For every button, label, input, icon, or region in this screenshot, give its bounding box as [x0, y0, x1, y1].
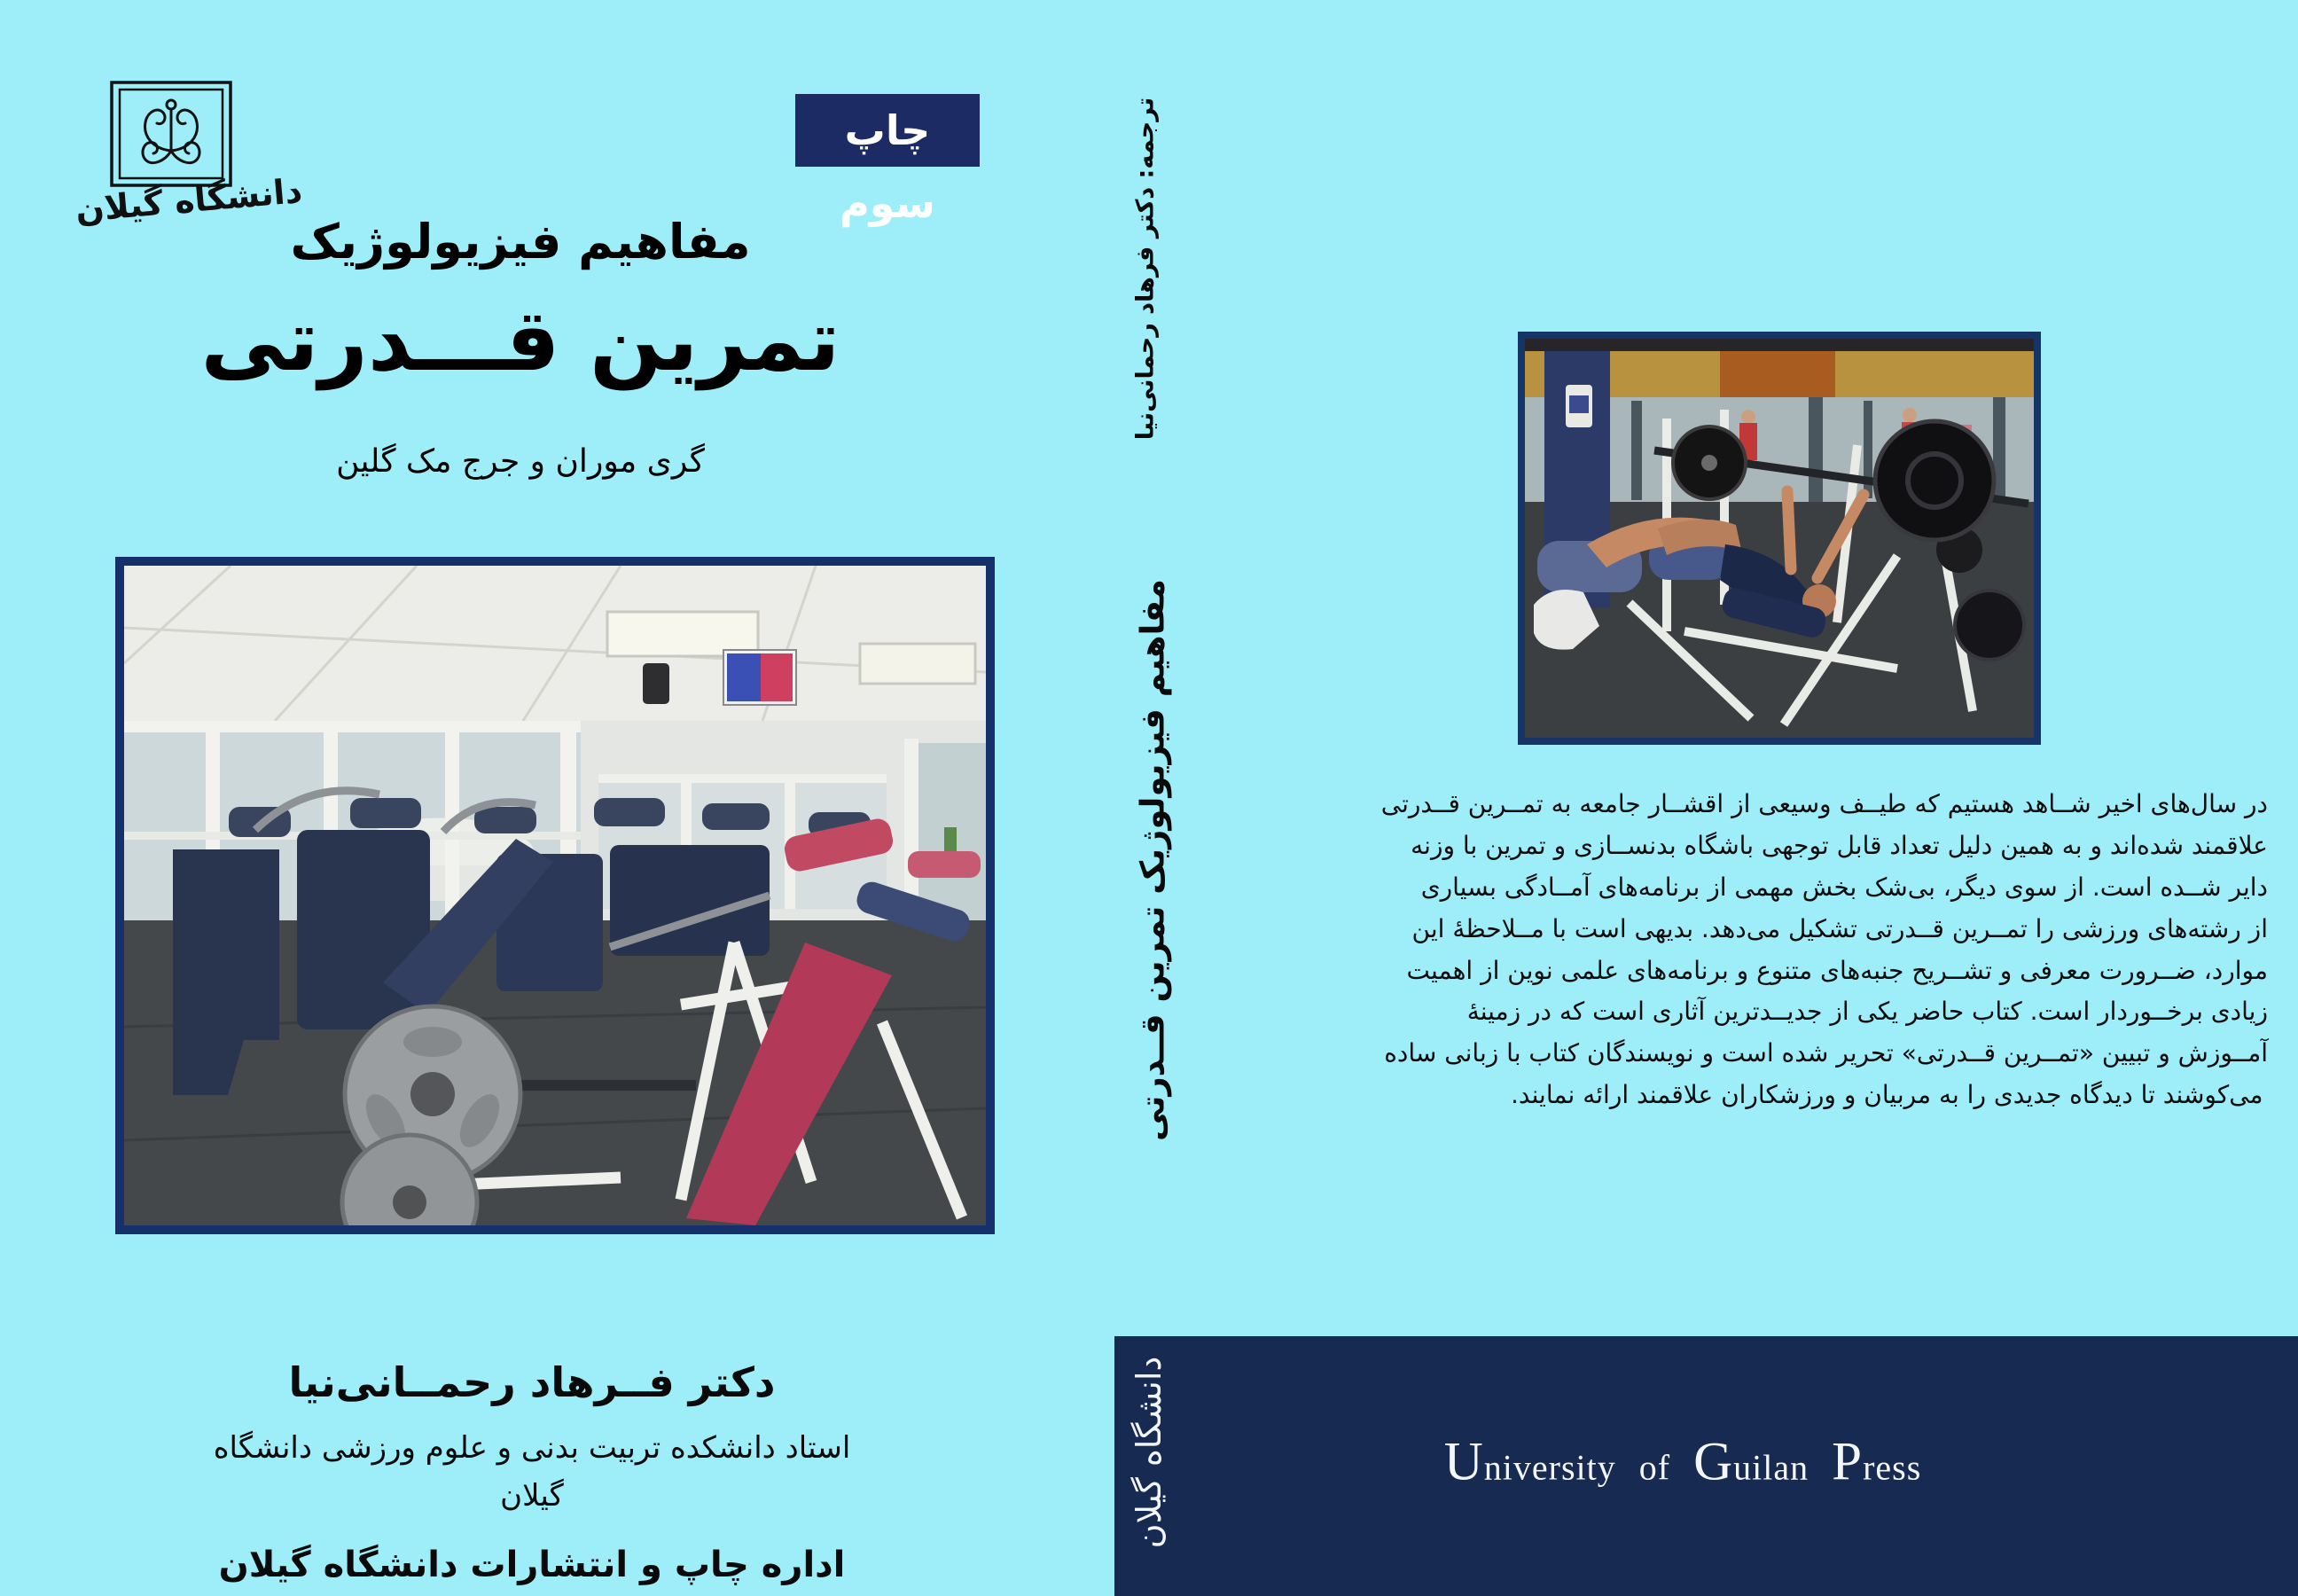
blurb-line: دایر شــده است. از سوی دیگر، بی‌شک بخش مهمی از برنامه‌های آمــادگی بسیاری: [1420, 872, 2268, 902]
press-initial: U: [1443, 1432, 1484, 1492]
emblem-caption: دانشگاه گیلان: [74, 170, 304, 231]
translator-name: دکتر فــرهاد رحمــانی‌نیا: [288, 1358, 776, 1406]
blurb-line: زیادی برخــوردار است. کتاب حاضر یکی از جدیــدترین آثاری است که در زمینهٔ: [1466, 997, 2268, 1027]
press-imprint: [1433, 1432, 1934, 1492]
title-line-1: مفاهیم فیزیولوژیک: [290, 214, 751, 270]
publisher-fa-line: اداره چاپ و انتشارات دانشگاه گیلان: [218, 1545, 846, 1585]
blurb-line: در سال‌های اخیر شــاهد هستیم که طیــف وسیعی از اقشــار جامعه به تمــرین قــدرتی: [1380, 789, 2268, 818]
spine-translator-text: ترجمه: دکتر فرهاد رحمانی‌نیا: [1131, 97, 1160, 441]
press-word: [1443, 1432, 1616, 1492]
authors-line: گری موران و جرج مک گلین: [336, 443, 705, 480]
press-initial: P: [1832, 1432, 1864, 1492]
press-word: [1693, 1432, 1809, 1492]
press-initial: G: [1693, 1432, 1734, 1492]
spine-title-text: مفاهیم فیزیولوژیک تمرین قــدرتی: [1133, 579, 1172, 1141]
back-blurb: [1380, 784, 2268, 1116]
translator-affiliation: استاد دانشکده تربیت بدنی و علوم ورزشی دانشگاه گیلان: [213, 1430, 851, 1514]
edition-badge: چاپ سوم: [795, 94, 980, 167]
press-rest: ress: [1863, 1447, 1922, 1488]
back-cover-benchpress-photo: [1518, 332, 2041, 745]
press-word: [1639, 1448, 1670, 1488]
blurb-line: آمــوزش و تبیین «تمــرین قــدرتی» تحریر شده است و نویسندگان کتاب با زبانی ساده: [1384, 1038, 2268, 1068]
press-rest: of: [1638, 1447, 1671, 1488]
press-rest: uilan: [1733, 1447, 1809, 1488]
front-cover-gym-photo: [115, 557, 995, 1234]
blurb-line: علاقمند شده‌اند و به همین دلیل تعداد قابل توجهی باشگاه بدنســازی و تمرین با وزنه: [1411, 830, 2268, 860]
blurb-line: از رشته‌های ورزشی را تمــرین قــدرتی تشکیل می‌دهد. بدیهی است با مــلاحظهٔ این: [1411, 913, 2268, 943]
title-line-2: تمرین قـــدرتی: [200, 291, 840, 390]
blurb-line: موارد، ضــرورت معرفی و تشــریح جنبه‌های متنوع و برنامه‌های علمی نوین از اهمیت: [1406, 955, 2268, 985]
press-rest: niversity: [1483, 1447, 1616, 1488]
blurb-line: می‌کوشند تا دیدگاه جدیدی را به مربیان و ورزشکاران علاقمند ارائه نمایند.: [1511, 1080, 2263, 1110]
spine-publisher-text: دانشگاه گیلان: [1129, 1356, 1169, 1549]
front-bottom-block: [177, 1355, 887, 1591]
press-word: [1832, 1432, 1922, 1492]
university-emblem-icon: [109, 80, 233, 190]
